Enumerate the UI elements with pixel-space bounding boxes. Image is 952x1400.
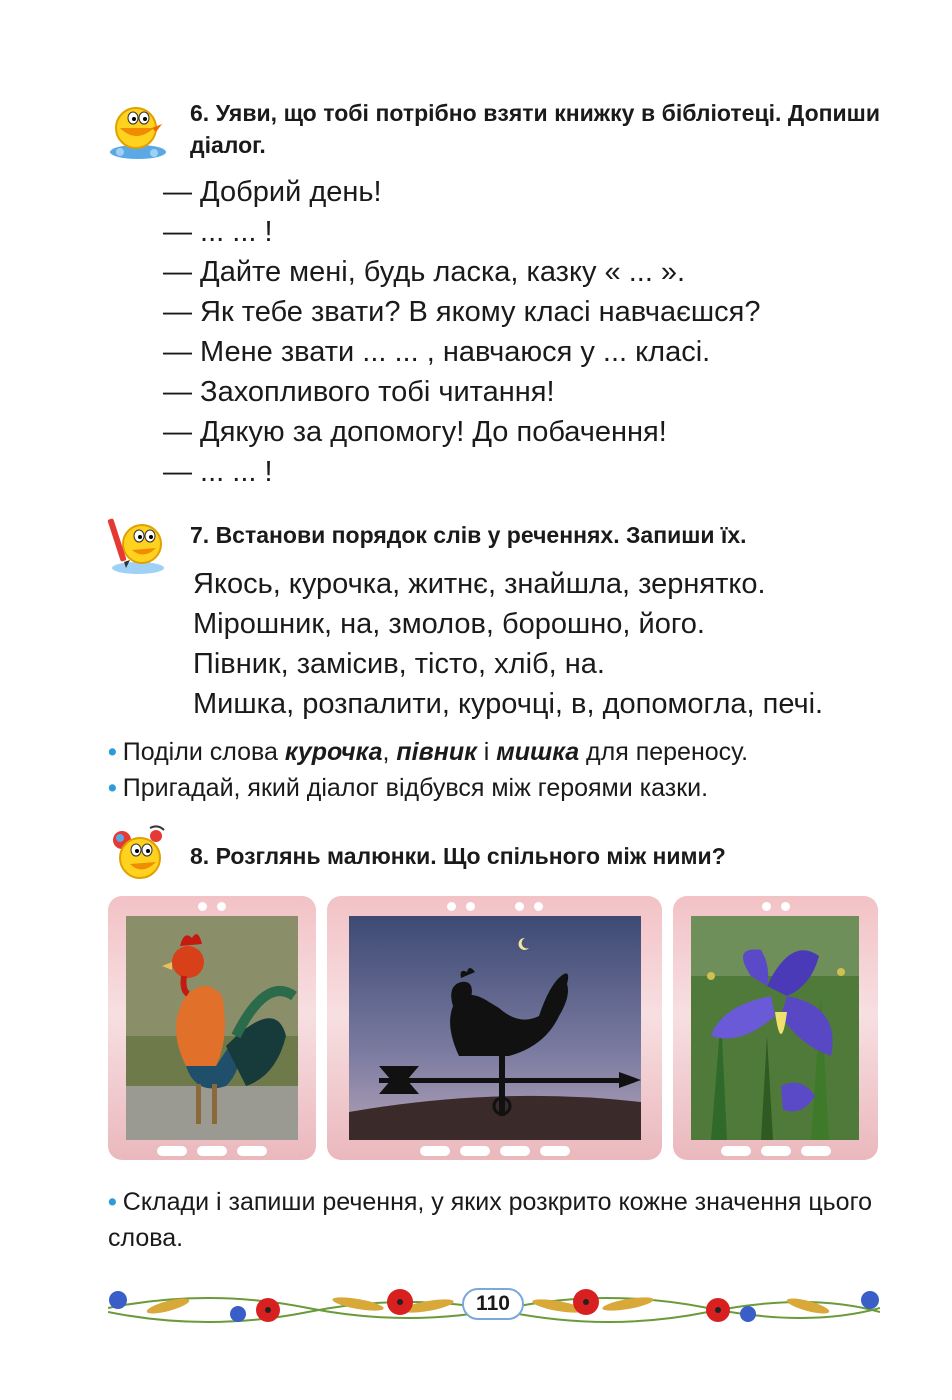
bullet-text: для переносу. bbox=[579, 738, 749, 766]
word-pivnyk: півник bbox=[396, 738, 477, 766]
mascot-thinking-icon bbox=[106, 822, 170, 891]
bullet-text: і bbox=[476, 738, 497, 766]
bullet-text: Склади і запиши речення, у яких розкрито кожне значення цього слова. bbox=[108, 1188, 873, 1252]
mascot-writing-icon bbox=[106, 512, 170, 581]
word-myshka: мишка bbox=[496, 738, 580, 766]
weathervane-photo bbox=[349, 916, 641, 1140]
scrambled-sentences bbox=[193, 564, 893, 724]
photo-frame-rooster bbox=[108, 896, 316, 1160]
rooster-photo bbox=[126, 916, 298, 1140]
dialog-line: — ... ... ! bbox=[163, 216, 273, 248]
iris-photo bbox=[691, 916, 859, 1140]
bullet-text: Поділи слова bbox=[122, 738, 285, 766]
page-number: 110 bbox=[462, 1288, 524, 1320]
dialog-line: — ... ... ! bbox=[163, 456, 273, 488]
word-kurochka: курочка bbox=[284, 738, 383, 766]
task-8-bullet bbox=[108, 1184, 888, 1256]
task-7-title: 7. Встанови порядок слів у реченнях. Запиши їх. bbox=[190, 522, 747, 548]
dialog-line: — Захопливого тобі читання! bbox=[163, 376, 555, 408]
bullet-dot: • bbox=[108, 738, 117, 766]
sentence: Мірошник, на, змолов, борошно, його. bbox=[193, 608, 705, 640]
dialog-line: — Мене звати ... ... , навчаюся у ... класі. bbox=[163, 336, 711, 368]
photo-frame-iris bbox=[673, 896, 878, 1160]
photo-frame-weathervane bbox=[327, 896, 662, 1160]
bullet-dot: • bbox=[108, 774, 117, 802]
mascot-reading-icon bbox=[106, 98, 170, 167]
task-7-bullets bbox=[108, 734, 898, 806]
bullet-hyphenation bbox=[108, 734, 898, 770]
bullet-text: , bbox=[382, 738, 397, 766]
dialog-lines bbox=[163, 172, 883, 492]
dialog-line: — Дякую за допомогу! До побачення! bbox=[163, 416, 667, 448]
bullet-dot: • bbox=[108, 1188, 117, 1216]
sentence: Мишка, розпалити, курочці, в, допомогла, печі. bbox=[193, 688, 824, 720]
sentence: Півник, замісив, тісто, хліб, на. bbox=[193, 648, 605, 680]
bullet-text: Пригадай, який діалог відбувся між героями казки. bbox=[122, 774, 709, 802]
dialog-line: — Дайте мені, будь ласка, казку « ... ». bbox=[163, 256, 686, 288]
dialog-line: — Як тебе звати? В якому класі навчаєшся? bbox=[163, 296, 761, 328]
bullet-dialog bbox=[108, 770, 898, 806]
dialog-line: — Добрий день! bbox=[163, 176, 382, 208]
task-8-title: 8. Розглянь малюнки. Що спільного між ними? bbox=[190, 843, 726, 869]
sentence: Якось, курочка, житнє, знайшла, зернятко. bbox=[193, 568, 766, 600]
task-6-title: 6. Уяви, що тобі потрібно взяти книжку в бібліотеці. Допиши діалог. bbox=[190, 100, 880, 158]
